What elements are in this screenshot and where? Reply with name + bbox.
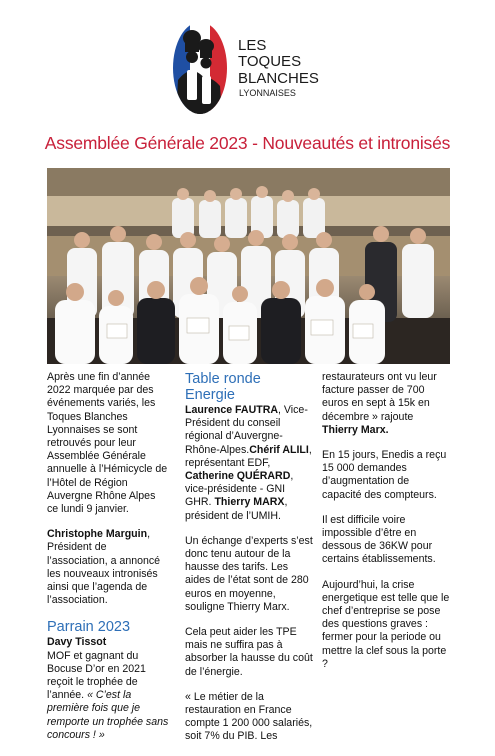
tpe-paragraph: Cela peut aider les TPE mais ne suffira pas à absorber la hausse du coût de l’énergie. [185,626,313,678]
logo-line1: LES [238,37,267,54]
panel-name-3: Catherine QUÉRARD [185,470,291,483]
parrain-paragraph [47,650,169,742]
panel-text-4: , président de l’UMIH. [185,496,288,522]
facture-text: restaurateurs ont vu leur facture passer de 700 euros en sept à 15k en décembre » rajoute [322,371,437,423]
chef-toque-logo-icon [168,20,328,120]
enedis-paragraph: En 15 jours, Enedis a reçu 15 000 demandes d’augmentation de capacité des compteurs. [322,449,447,501]
parrain-text: MOF et gagnant du Bocuse D’or en 2021 reçoit le trophée de l’année. [47,649,146,702]
restauration-paragraph: « Le métier de la restauration en France compte 1 200 000 salariés, soit 7% du PIB. Les [185,690,313,743]
panel-name-1: Laurence FAUTRA [185,404,279,416]
marguin-name: Christophe Marguin [47,528,148,541]
column-1 [47,371,169,742]
parrain-name-text: Davy Tissot [47,636,107,649]
column-2 [185,371,313,756]
intro-paragraph: Après une fin d’année 2022 marquée par des événements variés, les Toques Blanches Lyonnaises se sont retrouvés pour leur Assemblée Générale annuelle à l’Hémicycle de l’Hôtel de Région Auvergne Rhône Alpes ce lundi 9 janvier. [47,371,168,516]
crisis-paragraph: Aujourd’hui, la crise energetique est telle que le chef d’entreprise se pose des questions graves : fermer pour la periode ou mettre la clef sous la porte ? [322,578,450,670]
parrain-quote: « C’est la première fois que je remporte un trophée sans concours ! » [47,689,169,741]
marguin-text: , Président de l’association, a annoncé les nouveaux intronisés ainsi que l’agenda de l’association. [47,528,161,607]
group-photo-chefs-icon [47,168,450,364]
panel-paragraph [185,404,313,523]
panel-text-3: , vice-présidente - GNI GHR. [185,470,294,509]
panel-name-4: Thierry MARX [214,496,285,509]
marguin-paragraph [47,528,169,607]
parrain-heading: Parrain 2023 [47,619,131,636]
exchange-paragraph: Un échange d’experts s’est donc tenu autour de la hausse des tarifs. Les aides de l’état sont de 280 euros en moyenne, souligne Thierry Marx. [185,534,313,613]
group-photo [47,168,450,364]
logo-line4: LYONNAISES [239,88,296,98]
logo-line2: TOQUES [238,53,302,70]
facture-name: Thierry Marx. [322,423,389,436]
column-3 [322,371,450,683]
energy-heading: Table ronde Energie [185,371,261,403]
logo [168,20,328,120]
panel-text-1: , Vice-Président du conseil régional d’Auvergne-Rhône-Alpes. [185,404,308,456]
panel-text-2: , représentant EDF, [185,443,312,469]
kw-paragraph: Il est difficile voire impossible d’être en dessous de 36KW pour certains établissements. [322,513,436,566]
parrain-name [47,636,169,649]
logo-line3: BLANCHES [238,70,319,87]
facture-paragraph [322,371,450,437]
page-title: Assemblée Générale 2023 - Nouveautés et intronisés [44,133,451,153]
panel-name-2: Chérif ALILI [249,443,309,456]
